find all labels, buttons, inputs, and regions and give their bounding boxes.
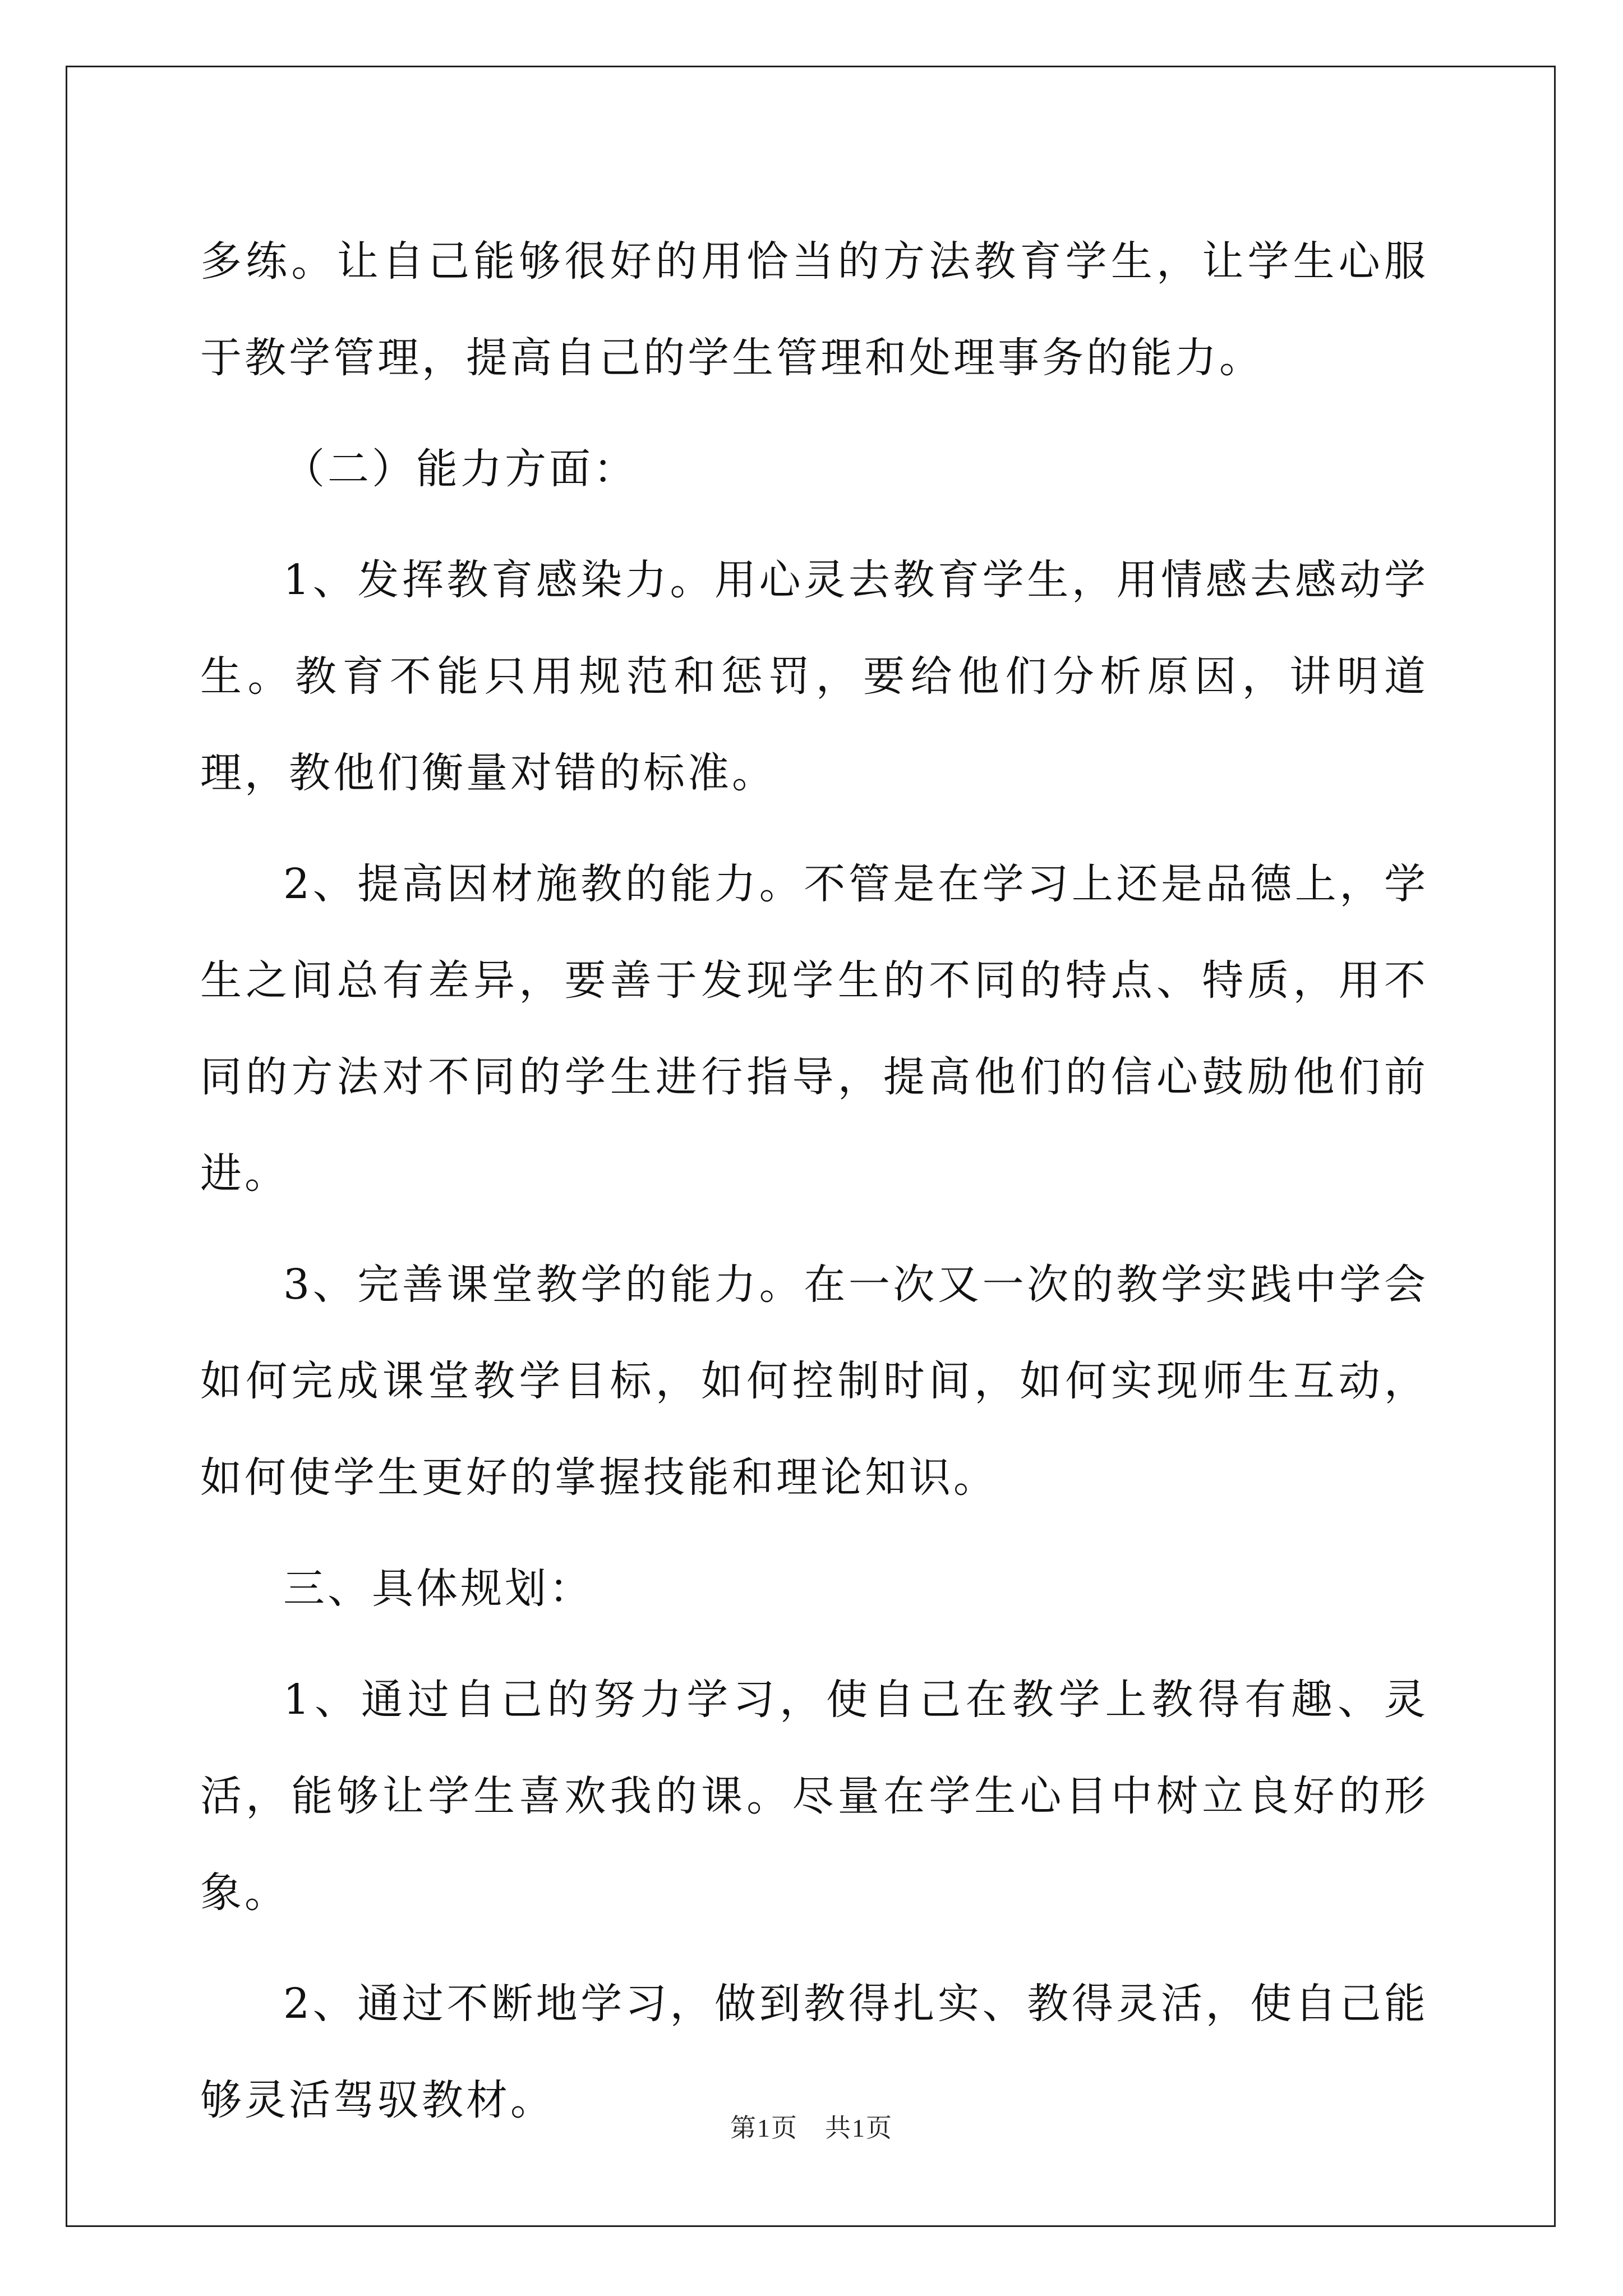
section-heading-plan: 三、具体规划： xyxy=(283,1565,593,1613)
paragraph-ability-1: 1、发挥教育感染力。用心灵去教育学生，用情感去感动学生。教育不能只用规范和惩罚，要给他们分析原因，讲明道理，教他们衡量对错的标准。 xyxy=(200,556,1428,797)
paragraph-ability-3: 3、完善课堂教学的能力。在一次又一次的教学实践中学会如何完成课堂教学目标，如何控制时间，如何实现师生互动，如何使学生更好的掌握技能和理论知识。 xyxy=(200,1260,1428,1502)
paragraph-1: 多练。让自己能够很好的用恰当的方法教育学生，让学生心服于教学管理，提高自己的学生管理和处理事务的能力。 xyxy=(200,237,1428,382)
paragraph-plan-1: 1、通过自己的努力学习，使自己在教学上教得有趣、灵活，能够让学生喜欢我的课。尽量在学生心目中树立良好的形象。 xyxy=(200,1676,1428,1917)
paragraph-plan-2: 2、通过不断地学习，做到教得扎实、教得灵活，使自己能够灵活驾驭教材。 xyxy=(200,1980,1428,2124)
paragraph-ability-2: 2、提高因材施教的能力。不管是在学习上还是品德上，学生之间总有差异，要善于发现学生的不同的特点、特质，用不同的方法对不同的学生进行指导，提高他们的信心鼓励他们前进。 xyxy=(200,860,1428,1198)
page-number-footer: 第1页 共1页 xyxy=(730,2114,893,2142)
section-heading-ability: （二）能力方面： xyxy=(283,445,638,493)
document-body xyxy=(200,213,1428,2163)
